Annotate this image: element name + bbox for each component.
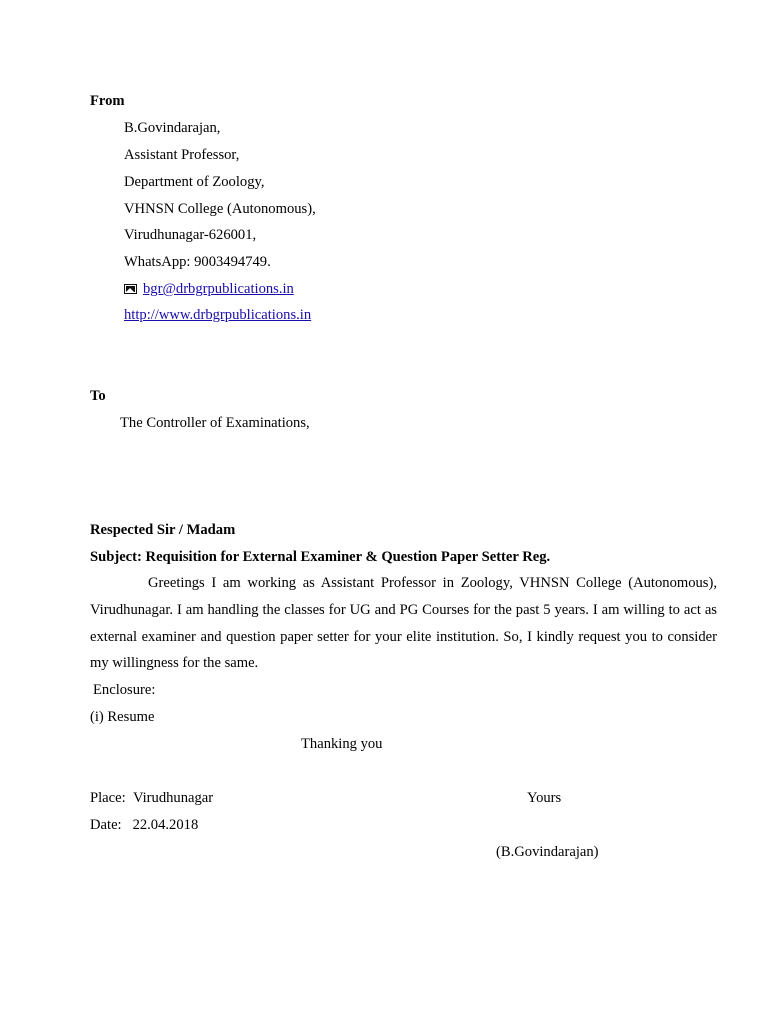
body-paragraph [90,570,717,677]
sender-name: B.Govindarajan, [124,120,221,136]
salutation: Respected Sir / Madam [90,522,236,538]
enclosure-item: (i) Resume [90,709,155,725]
from-heading: From [90,93,125,109]
signature-name: (B.Govindarajan) [496,844,599,860]
to-heading: To [90,388,106,404]
enclosure-label: Enclosure: [93,682,156,698]
sender-website-link[interactable]: http://www.drbgrpublications.in [124,307,312,323]
sender-college: VHNSN College (Autonomous), [124,201,316,217]
place-label: Place: [90,790,126,806]
sender-position: Assistant Professor, [124,147,240,163]
sender-department: Department of Zoology, [124,174,265,190]
place-row [90,789,213,807]
mail-icon [124,284,137,294]
sender-email-link[interactable]: bgr@drbgrpublications.in [143,281,294,297]
date-label: Date: [90,817,122,833]
closing-text: Thanking you [301,736,383,752]
date-row [90,816,198,834]
yours-text: Yours [527,790,562,806]
sender-city: Virudhunagar-626001, [124,227,257,243]
sender-email-row [124,280,294,298]
date-value: 22.04.2018 [132,817,199,833]
subject-line: Subject: Requisition for External Examiner & Question Paper Setter Reg. [90,549,551,565]
sender-whatsapp: WhatsApp: 9003494749. [124,254,271,270]
sender-website-row [124,306,311,324]
place-value: Virudhunagar [132,790,214,806]
recipient-line: The Controller of Examinations, [120,415,310,431]
body-text: Greetings I am working as Assistant Professor in Zoology, VHNSN College (Autonomous), Virudhunagar. I am handling the classes for UG and PG Courses for the past 5 years. I am willing to act as external examiner and question paper setter for your elite institution. So, I kindly request you to consider my willingness for the same. [90,575,717,672]
